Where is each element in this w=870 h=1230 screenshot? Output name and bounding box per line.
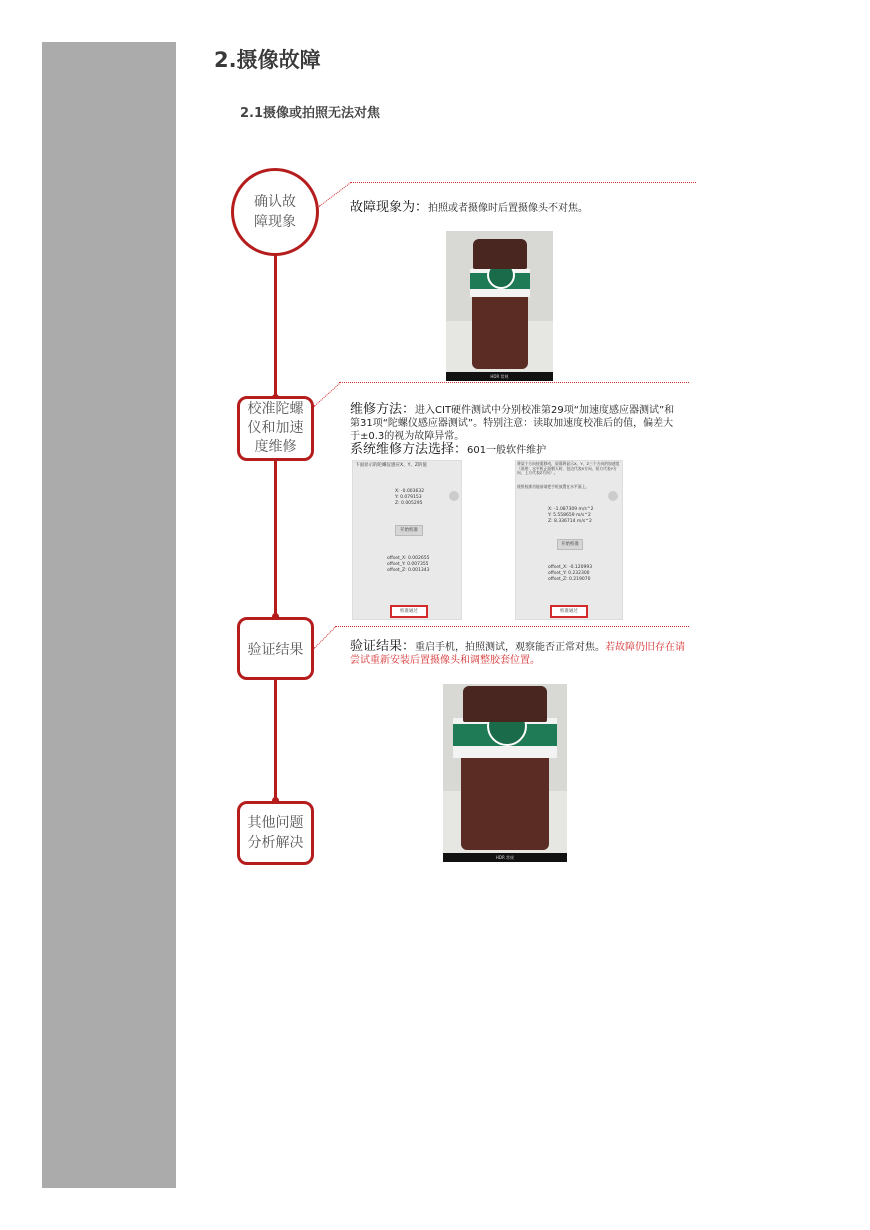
- page-sidebar: [42, 42, 176, 1188]
- flow-line-2: [274, 460, 277, 616]
- flow-line-1: [274, 252, 277, 396]
- flow-step-other: 其他问题 分析解决: [237, 801, 314, 865]
- subsection-heading: 2.1摄像或拍照无法对焦: [240, 106, 381, 121]
- gyro-calibration-screen: 下面显示的陀螺仪感应X、Y、Z的值 X: -0.003632 Y: 0.079153 Z: 0.005295 开始校准 offset_X: 0.002655 offset_Y: 0.007355 offset_Z: 0.001343 校准通过: [352, 460, 462, 620]
- accel-calibration-screen: 将某个方向按重移动，屏幕将显示X、Y、Z三个方向的加速度（说明：水平机正面朝天时，包边代表X方向，短方代表Y方向，上方代表Z方向）。 使用校准功能前请把手机放置在水平面上。 X: -1.087309 m/s^2 Y: 5.558659 m/s^2 Z: 8.336714 m/s^2 开始校准 offset_X: -0.120993 offset_Y: 0.232300 offset_Z: 0.219070 校准通过: [515, 460, 623, 620]
- photo-focused-cup: [443, 684, 567, 862]
- start-calibration-button[interactable]: 开始校准: [395, 525, 423, 536]
- repair-label: 维修方法：: [350, 402, 416, 417]
- flow-step-confirm: 确认故 障现象: [231, 168, 319, 256]
- connector-1-line: [350, 182, 696, 183]
- section-heading: 2.摄像故障: [214, 48, 321, 72]
- symptom-desc: 拍照或者摄像时后置摄像头不对焦。: [428, 203, 589, 214]
- symptom-label: 故障现象为：: [350, 200, 429, 215]
- connector-1-diag: [319, 182, 352, 207]
- flow-step-calibrate: 校准陀螺 仪和加速 度维修: [237, 396, 314, 461]
- photo-blurry-cup: [446, 231, 553, 381]
- repair-text: 维修方法：进入CIT硬件测试中分别校准第29项“加速度感应器测试”和 第31项“陀螺仪感应器测试”。特别注意：读取加速度校准后的值，偏差大 于±0.3的视为故障异常。 系统维修方法选择：601一般软件维护: [350, 402, 675, 457]
- connector-2-diag: [314, 383, 340, 406]
- screen-toggle: [449, 491, 459, 501]
- camera-bar: HDR 常规: [446, 372, 553, 381]
- screen-toggle: [608, 491, 618, 501]
- flow-step-verify: 验证结果: [237, 617, 314, 680]
- system-method-value: 601一般软件维护: [467, 445, 547, 456]
- connector-3-diag: [314, 627, 336, 649]
- camera-bar: HDR 常规: [443, 853, 567, 862]
- connector-2-line: [339, 382, 689, 383]
- calibration-pass-button[interactable]: 校准通过: [390, 605, 428, 618]
- verify-label: 验证结果：: [350, 639, 416, 654]
- verify-text: 验证结果：重启手机，拍照测试，观察能否正常对焦。若故障仍旧存在请 尝试重新安装后置摄像头和调整胶套位置。: [350, 639, 686, 666]
- calibration-pass-button[interactable]: 校准通过: [550, 605, 588, 618]
- flow-line-3: [274, 680, 277, 800]
- symptom-text: [350, 201, 588, 215]
- connector-3-line: [335, 626, 689, 627]
- system-method-label: 系统维修方法选择：: [350, 442, 468, 457]
- start-calibration-button[interactable]: 开始校准: [557, 539, 583, 550]
